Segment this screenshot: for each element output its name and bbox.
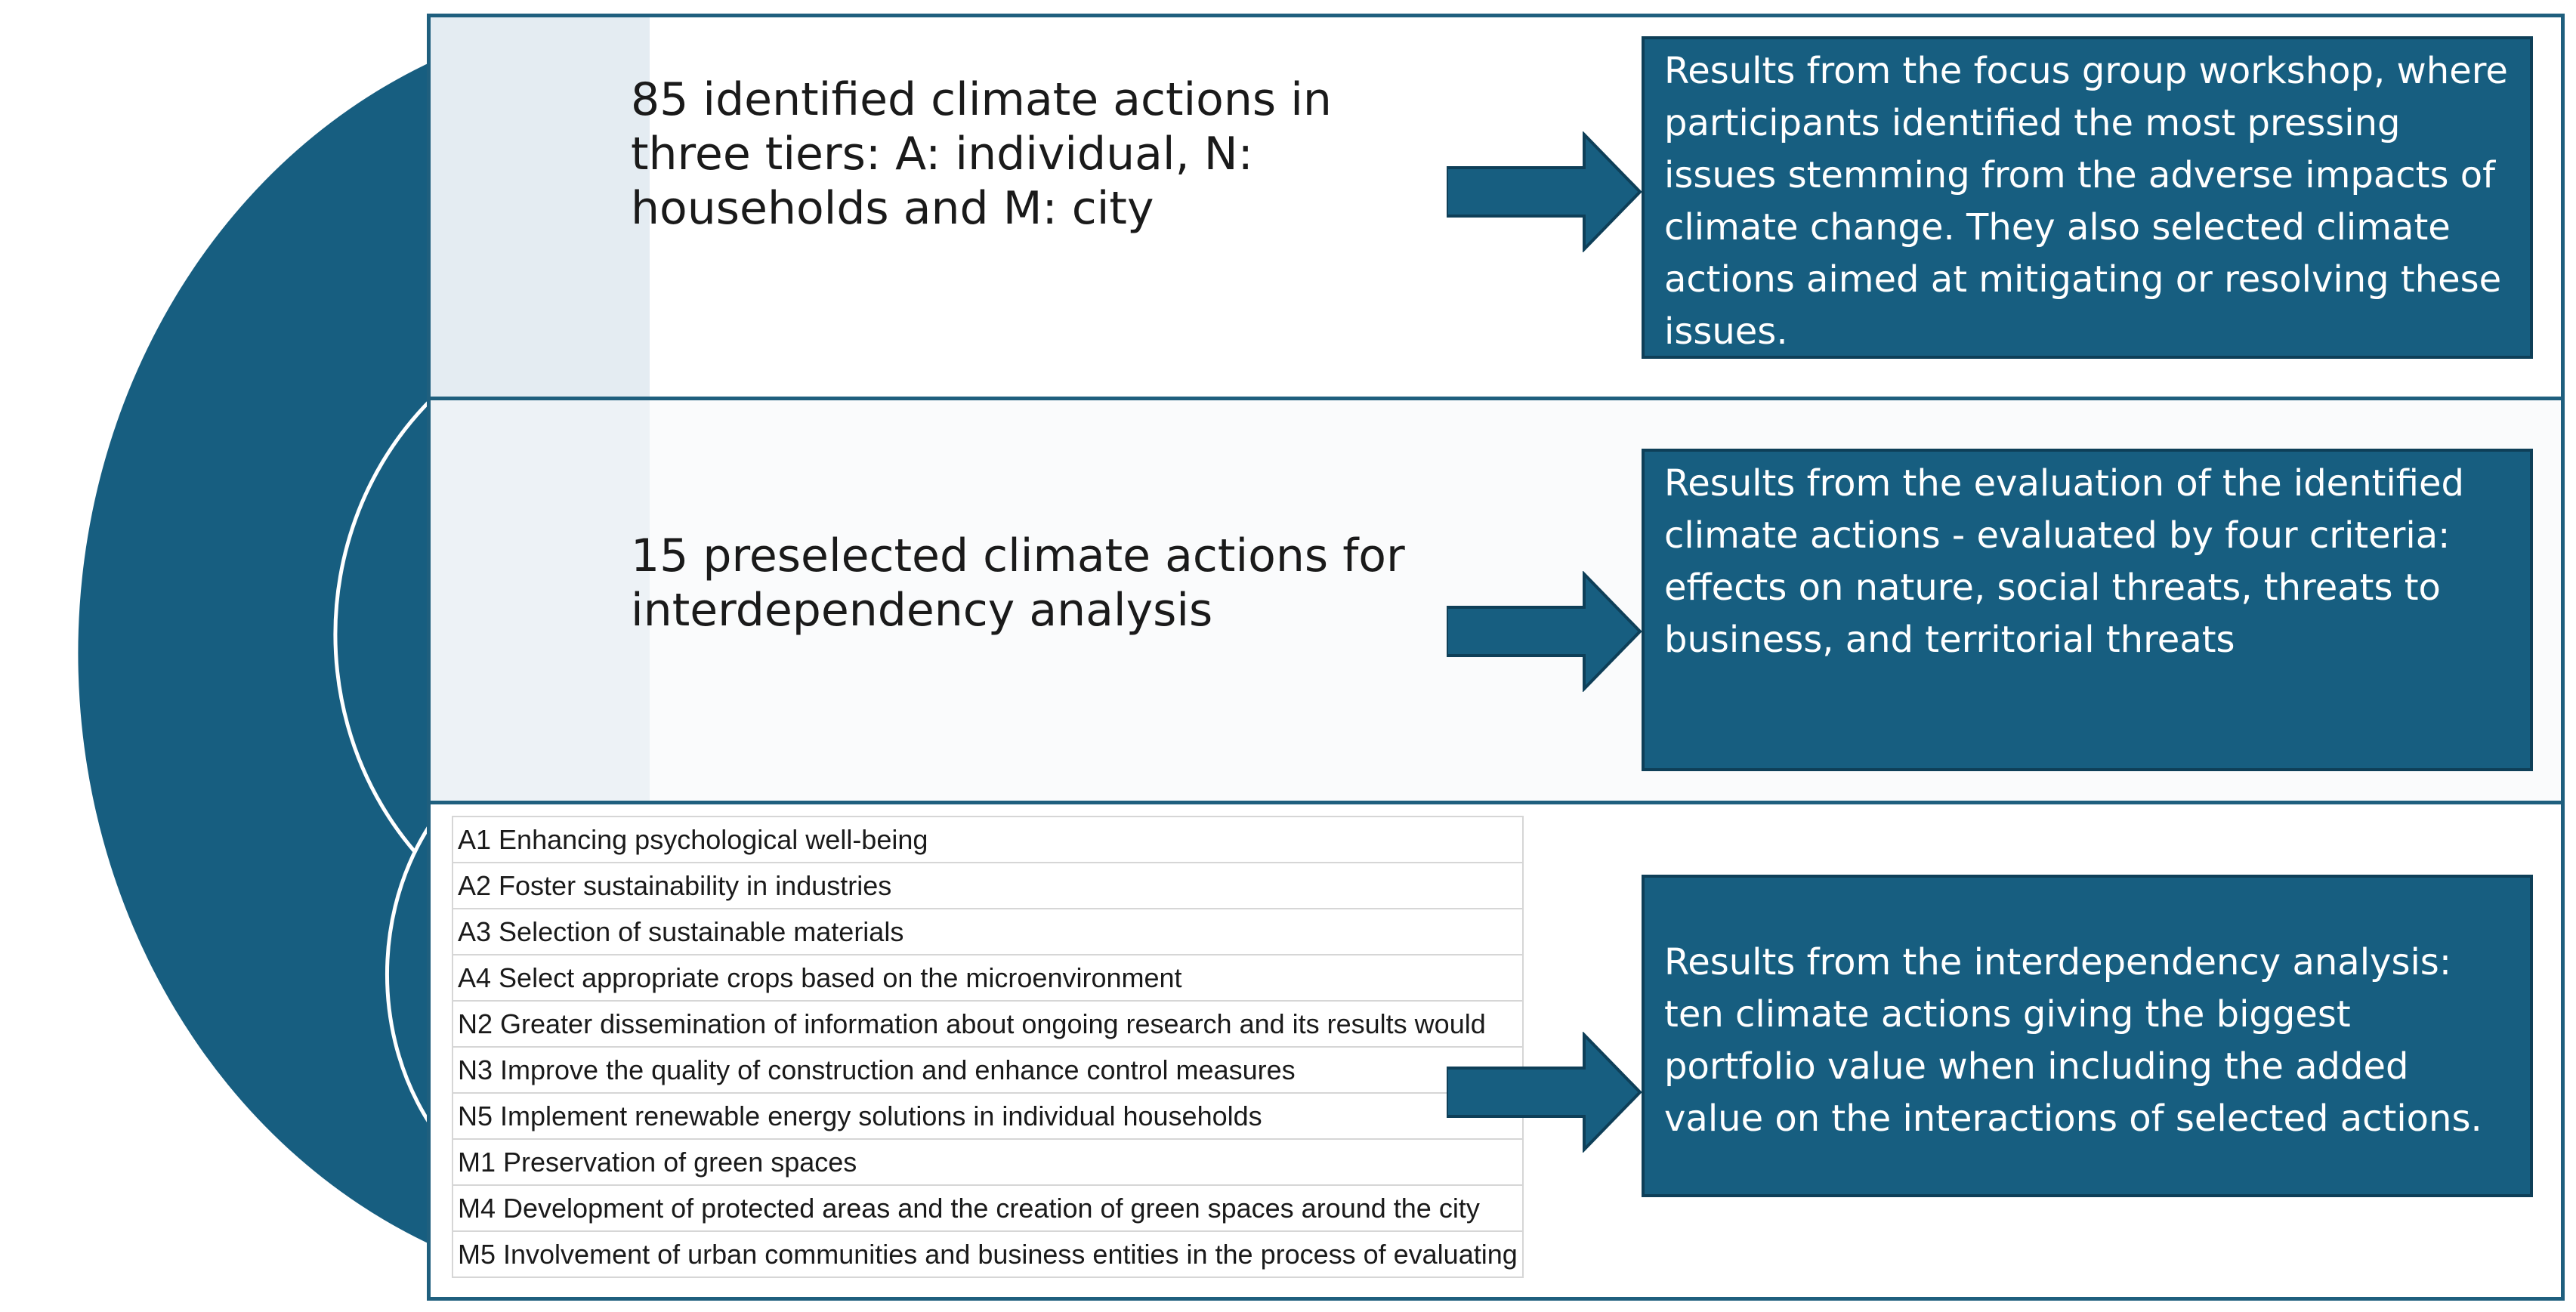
- table-row: [452, 1231, 1523, 1277]
- action-cell: A2 Foster sustainability in industries: [452, 863, 1523, 909]
- action-cell: A3 Selection of sustainable materials: [452, 909, 1523, 955]
- table-row: [452, 955, 1523, 1001]
- table-row: [452, 1093, 1523, 1139]
- arrow-right-3: [1447, 1032, 1645, 1153]
- table-row: [452, 817, 1523, 863]
- table-row: [452, 863, 1523, 909]
- table-row: [452, 1001, 1523, 1047]
- tier-1-shade: [431, 17, 650, 397]
- tier-3-description: Results from the interdependency analysis: ten climate actions giving the biggest portfolio value when including the added value on the interactions of selected actions.: [1642, 875, 2533, 1197]
- table-row: [452, 909, 1523, 955]
- table-row: [452, 1139, 1523, 1185]
- action-cell: M4 Development of protected areas and the creation of green spaces around the city: [452, 1185, 1523, 1231]
- table-row: [452, 1185, 1523, 1231]
- table-row: [452, 1047, 1523, 1093]
- action-cell: M5 Involvement of urban communities and business entities in the process of evaluating: [452, 1231, 1523, 1277]
- tier-2-title: 15 preselected climate actions for interdependency analysis: [631, 529, 1405, 637]
- action-cell: N5 Implement renewable energy solutions in individual households: [452, 1093, 1523, 1139]
- action-cell: A4 Select appropriate crops based on the microenvironment: [452, 955, 1523, 1001]
- tier-2-description: Results from the evaluation of the identified climate actions - evaluated by four criteria: effects on nature, social threats, threats to business, and territorial threats: [1642, 449, 2533, 771]
- arrow-right-1: [1447, 131, 1645, 252]
- tier-1-title: 85 identified climate actions in three tiers: A: individual, N: households and M: city: [631, 73, 1332, 235]
- action-cell: A1 Enhancing psychological well-being: [452, 817, 1523, 863]
- selected-actions-table: [452, 816, 1524, 1278]
- action-cell: M1 Preservation of green spaces: [452, 1139, 1523, 1185]
- action-cell: N3 Improve the quality of construction and enhance control measures: [452, 1047, 1523, 1093]
- tier-2-shade: [431, 400, 650, 801]
- action-cell: N2 Greater dissemination of information about ongoing research and its results would: [452, 1001, 1523, 1047]
- arrow-right-2: [1447, 571, 1645, 692]
- tier-1-description: Results from the focus group workshop, where participants identified the most pressing issues stemming from the adverse impacts of climate change. They also selected climate actions aimed at mitigating or resolving these issues.: [1642, 36, 2533, 359]
